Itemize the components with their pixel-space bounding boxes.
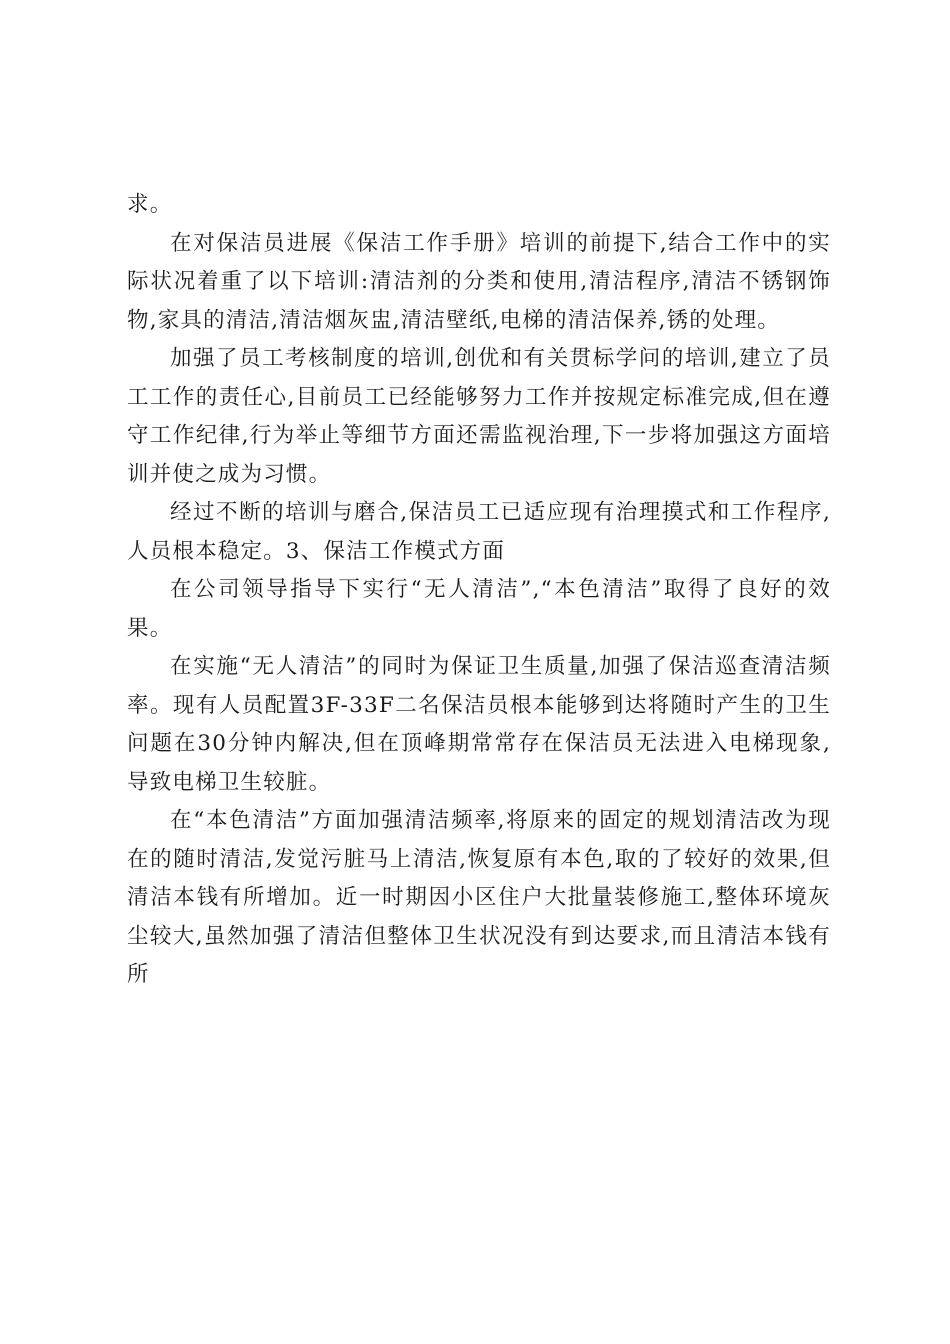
paragraph-3: 加强了员工考核制度的培训,创优和有关贯标学问的培训,建立了员工工作的责任心,目前员工已经能够努力工作并按规定标准完成,但在遵守工作纪律,行为举止等细节方面还需监视治理,下一步将加强这方面培训并使之成为习惯。 xyxy=(127,346,831,487)
paragraph-6: 在实施“无人清洁”的同时为保证卫生质量,加强了保洁巡查清洁频率。现有人员配置3F-33F二名保洁员根本能够到达将随时产生的卫生问题在30分钟内解决,但在顶峰期常常存在保洁员无法进入电梯现象,导致电梯卫生较脏。 xyxy=(127,654,831,795)
document-body xyxy=(127,186,831,995)
paragraph-4: 经过不断的培训与磨合,保洁员工已适应现有治理摸式和工作程序,人员根本稳定。3、保洁工作模式方面 xyxy=(127,500,831,564)
paragraph-7: 在“本色清洁”方面加强清洁频率,将原来的固定的规划清洁改为现在的随时清洁,发觉污脏马上清洁,恢复原有本色,取的了较好的效果,但清洁本钱有所增加。近一时期因小区住户大批量装修施工,整体环境灰尘较大,虽然加强了清洁但整体卫生状况没有到达要求,而且清洁本钱有所 xyxy=(127,808,831,987)
paragraph-5: 在公司领导指导下实行“无人清洁”,“本色清洁”取得了良好的效果。 xyxy=(127,577,831,641)
paragraph-1: 求。 xyxy=(127,192,173,217)
paragraph-2: 在对保洁员进展《保洁工作手册》培训的前提下,结合工作中的实际状况着重了以下培训:清洁剂的分类和使用,清洁程序,清洁不锈钢饰物,家具的清洁,清洁烟灰盅,清洁壁纸,电梯的清洁保养,锈的处理。 xyxy=(127,230,831,333)
